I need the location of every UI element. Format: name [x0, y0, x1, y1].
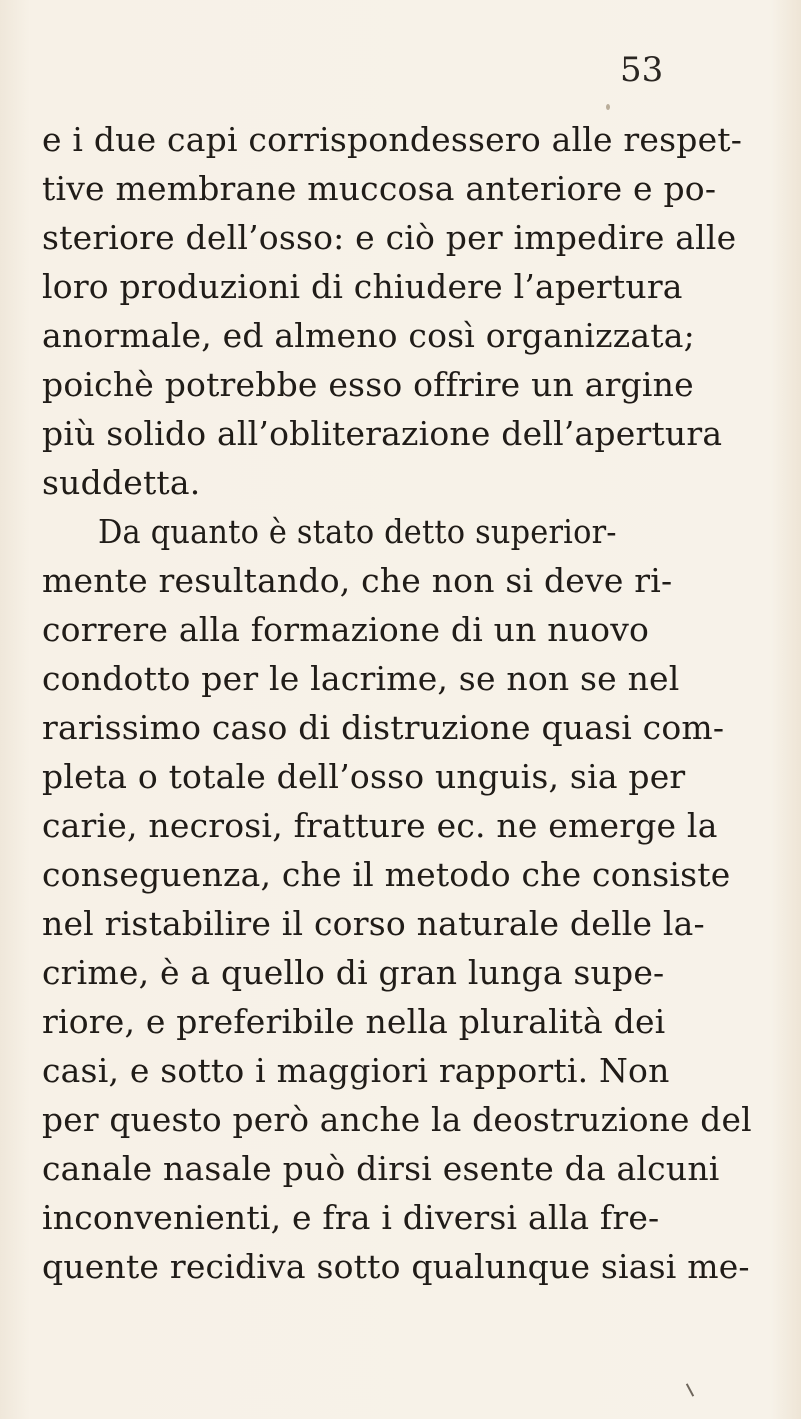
page-number: 53	[620, 50, 664, 90]
text-line: condotto per le lacrime, se non se nel	[42, 659, 680, 698]
stray-mark	[686, 1383, 694, 1396]
text-line: quente recidiva sotto qualunque siasi me-	[42, 1247, 750, 1286]
ink-speck	[606, 104, 610, 110]
text-line: carie, necrosi, fratture ec. ne emerge la	[42, 806, 718, 845]
text-line: suddetta.	[42, 463, 201, 502]
text-line: rarissimo caso di distruzione quasi com-	[42, 708, 725, 747]
text-line: e i due capi corrispondessero alle respet-	[42, 120, 743, 159]
text-line: più solido all’obliterazione dell’apertura	[42, 414, 723, 453]
text-line: conseguenza, che il metodo che consiste	[42, 855, 731, 894]
text-line: steriore dell’osso: e ciò per impedire alle	[42, 218, 737, 257]
text-line: mente resultando, che non si deve ri-	[42, 561, 673, 600]
text-line: nel ristabilire il corso naturale delle la-	[42, 904, 705, 943]
text-line: inconvenienti, e fra i diversi alla fre-	[42, 1198, 660, 1237]
text-line: Da quanto è stato detto superior-	[98, 512, 617, 551]
text-line: poichè potrebbe esso offrire un argine	[42, 365, 694, 404]
text-line: pleta o totale dell’osso unguis, sia per	[42, 757, 686, 796]
text-line: casi, e sotto i maggiori rapporti. Non	[42, 1051, 670, 1090]
text-line: canale nasale può dirsi esente da alcuni	[42, 1149, 720, 1188]
text-line: anormale, ed almeno così organizzata;	[42, 316, 695, 355]
text-line: crime, è a quello di gran lunga supe-	[42, 953, 665, 992]
text-line: per questo però anche la deostruzione del	[42, 1100, 752, 1139]
text-line: loro produzioni di chiudere l’apertura	[42, 267, 683, 306]
text-line: riore, e preferibile nella pluralità dei	[42, 1002, 666, 1041]
text-line: tive membrane muccosa anteriore e po-	[42, 169, 717, 208]
text-line: correre alla formazione di un nuovo	[42, 610, 650, 649]
